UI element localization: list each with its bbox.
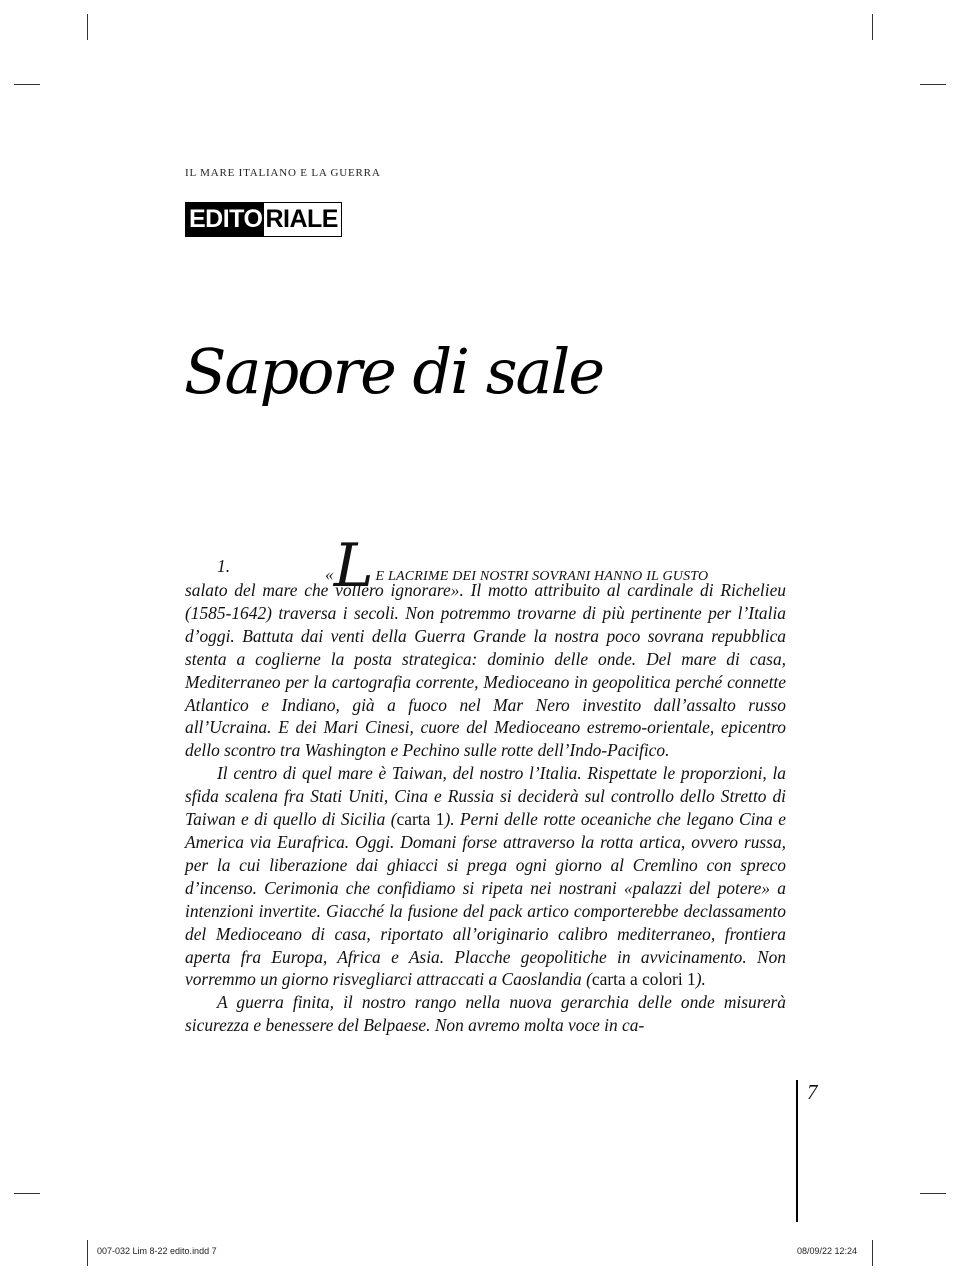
map-reference: carta 1 [396, 809, 445, 830]
opening-phrase [325, 531, 709, 601]
map-reference: carta a colori 1 [591, 969, 696, 990]
opening-quote: « [325, 564, 334, 584]
paragraph-text: Il centro di quel mare è Taiwan, del nostro l’Italia. Rispettate le proporzioni, la sfida scalena fra Stati Uniti, Cina e Russia si deciderà sul controllo dello Stretto di Taiwan e di quello di Sicilia ( [185, 763, 786, 830]
paragraph: A guerra finita, il nostro rango nella nuova gerarchia delle onde misurerà sicurezza e benessere del Belpaese. Non avremo molta voce in ca- [185, 992, 786, 1036]
opening-line [185, 531, 786, 601]
crop-mark [920, 84, 946, 85]
paragraph [185, 762, 786, 991]
crop-mark [14, 1193, 40, 1194]
section-label-inverted: EDITO [186, 203, 264, 236]
slug-filename: 007-032 Lim 8-22 edito.indd 7 [97, 1246, 217, 1256]
running-head: IL MARE ITALIANO E LA GUERRA [185, 167, 381, 179]
drop-cap: L [333, 531, 374, 601]
crop-mark [872, 1240, 873, 1266]
folio-rule [796, 1080, 798, 1222]
paragraph-text: ). Perni delle rotte oceaniche che legano Cina e America via Eurafrica. Oggi. Domani forse attraverso la rotta artica, ovvero russa, per la cui liberazione dai ghiacci si prega ogni giorno al Cremlino con spreco d’incenso. Cerimonia che confidiamo si ripeta nei nostrani «palazzi del potere» a intenzioni invertite. Giacché la fusione del pack artico comporterebbe declassamento del Medioceano di casa, riportato all’originario calibro mediterraneo, frontiera aperta fra Europa, Africa e Asia. Placche geopolitiche in avvicinamento. Non vorremmo un giorno risvegliarci attraccati a Caoslandia ( [185, 809, 786, 990]
crop-mark [872, 14, 873, 40]
page-number: 7 [807, 1080, 818, 1104]
crop-mark [920, 1193, 946, 1194]
crop-mark [14, 84, 40, 85]
slug-datetime: 08/09/22 12:24 [797, 1246, 858, 1256]
article-title: Sapore di sale [184, 335, 604, 408]
crop-mark [87, 1240, 88, 1266]
opening-small-caps: E LACRIME DEI NOSTRI SOVRANI HANNO IL GUSTO [375, 569, 709, 584]
article-body [185, 531, 786, 1037]
crop-mark [87, 14, 88, 40]
paragraph-number: 1. [217, 556, 231, 576]
paragraph: salato del mare che vollero ignorare». Il motto attribuito al cardinale di Richelieu (1585-1642) traversa i secoli. Non potremmo trovarne di più pertinente per l’Italia d’oggi. Battuta dai venti della Guerra Grande la nostra poco sovrana repubblica stenta a coglierne la posta strategica: dominio delle onde. Del mare di casa, Mediterraneo per la cartografia corrente, Medioceano in geopolitica perché connette Atlantico e Indiano, già a fuoco nel Mar Nero investito dall’assalto russo all’Ucraina. E dei Mari Cinesi, cuore del Medioceano estremo-orientale, epicentro dello scontro tra Washington e Pechino sulle rotte dell’Indo-Pacifico. [185, 580, 786, 761]
paragraph-text: ). [695, 969, 706, 990]
section-label-plain: RIALE [264, 203, 341, 236]
section-label [185, 202, 342, 237]
